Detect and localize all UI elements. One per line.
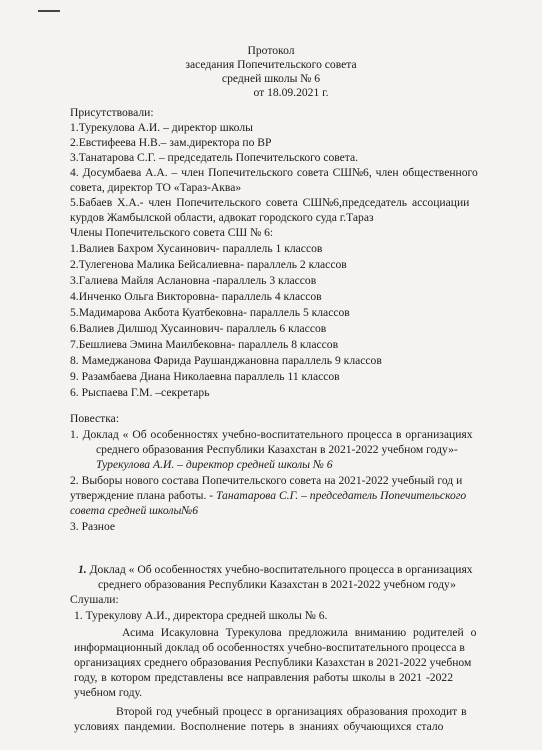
member-line: 9. Разамбаева Диана Николаевна параллель 11 классов <box>70 370 340 383</box>
section-1-number: 1. <box>78 563 87 576</box>
present-heading: Присутствовали: <box>70 106 154 119</box>
agenda-item-1-cont: среднего образования Республики Казахстан в 2021-2022 учебном году»- <box>96 443 458 456</box>
member-line: 8. Мамеджанова Фарида Раушанджановна параллель 9 классов <box>70 354 382 367</box>
paragraph-1-line: Асима Исакуловна Турекулова предложила вниманию родителей о <box>122 626 477 639</box>
doc-title: Протокол <box>247 44 295 57</box>
member-line: 5.Мадимарова Акбота Куатбековна- параллель 5 классов <box>70 306 350 319</box>
agenda-item-3: 3. Разное <box>70 520 116 533</box>
present-line: совета, директор ТО «Тараз-Аква» <box>70 181 242 194</box>
doc-subtitle-2: средней школы № 6 <box>221 72 321 85</box>
member-line: 2.Тулегенова Малика Бейсалиевна- параллель 2 классов <box>70 258 347 271</box>
agenda-item-1: 1. Доклад « Об особенностях учебно-воспитательного процесса в организациях <box>70 428 473 441</box>
doc-subtitle-1: заседания Попечительского совета <box>185 58 357 71</box>
section-1-title-cont: среднего образования Республики Казахстан в 2021-2022 учебном году» <box>98 578 456 591</box>
speaker-line: 1. Турекулову А.И., директора средней школы № 6. <box>74 609 328 622</box>
agenda-item-2-speaker-cont: совета средней школы№6 <box>70 504 199 517</box>
section-1-title <box>78 563 473 577</box>
section-1-title-text: Доклад « Об особенностях учебно-воспитательного процесса в организациях <box>89 563 473 576</box>
present-line: 5.Бабаев Х.А.- член Попечительского совета СШ№6,председатель ассоциации <box>70 196 470 209</box>
paragraph-1-line: информационный доклад об особенностях учебно-воспитательного процесса в <box>74 641 465 654</box>
agenda-item-2-speaker: Танатарова С.Г. – председатель Попечительского <box>216 489 467 502</box>
member-line: 4.Инченко Ольга Викторовна- параллель 4 классов <box>70 290 322 303</box>
members-heading: Члены Попечительского совета СШ № 6: <box>70 226 274 239</box>
agenda-item-1-speaker: Турекулова А.И. – директор средней школы № 6 <box>96 458 333 471</box>
paragraph-1-line: году, в котором представлены все направления работы школы в 2021 -2022 <box>74 671 453 684</box>
heard-heading: Слушали: <box>70 593 119 606</box>
present-line: 1.Турекулова А.И. – директор школы <box>70 121 253 134</box>
member-line: 7.Бешлиева Эмина Маилбековна- параллель 8 классов <box>70 338 339 351</box>
corner-mark <box>38 10 60 12</box>
present-line: 2.Евстифеева Н.В.– зам.директора по ВР <box>70 136 272 149</box>
member-line: 6.Валиев Дилшод Хусаинович- параллель 6 классов <box>70 322 327 335</box>
present-line: курдов Жамбылской области, адвокат городского суда г.Тараз <box>70 211 374 224</box>
agenda-item-2: 2. Выборы нового состава Попечительского совета на 2021-2022 учебный год и <box>70 474 463 487</box>
present-line: 4. Досумбаева А.А. – член Попечительского совета СШ№6, член общественного <box>70 166 478 179</box>
member-line: 3.Галиева Майля Аслановна -параллель 3 классов <box>70 274 317 287</box>
doc-date: от 18.09.2021 г. <box>253 86 329 99</box>
member-line: 1.Валиев Бахром Хусаинович- параллель 1 классов <box>70 242 323 255</box>
paragraph-2-line: условиях пандемии. Восполнение потерь в знаниях обучающихся стало <box>74 720 444 733</box>
agenda-item-2-cont <box>70 489 466 503</box>
member-line: 6. Рыспаева Г.М. –секретарь <box>70 386 210 399</box>
paragraph-1-line: организациях среднего образования Республики Казахстан в 2021-2022 учебном <box>74 656 472 669</box>
present-line: 3.Танатарова С.Г. – председатель Попечительского совета. <box>70 151 359 164</box>
agenda-heading: Повестка: <box>70 412 120 425</box>
paragraph-2-line: Второй год учебный процесс в организациях образования проходит в <box>116 705 467 718</box>
paragraph-1-line: учебном году. <box>74 686 143 699</box>
agenda-item-2-text: утверждение плана работы. - <box>70 489 214 502</box>
